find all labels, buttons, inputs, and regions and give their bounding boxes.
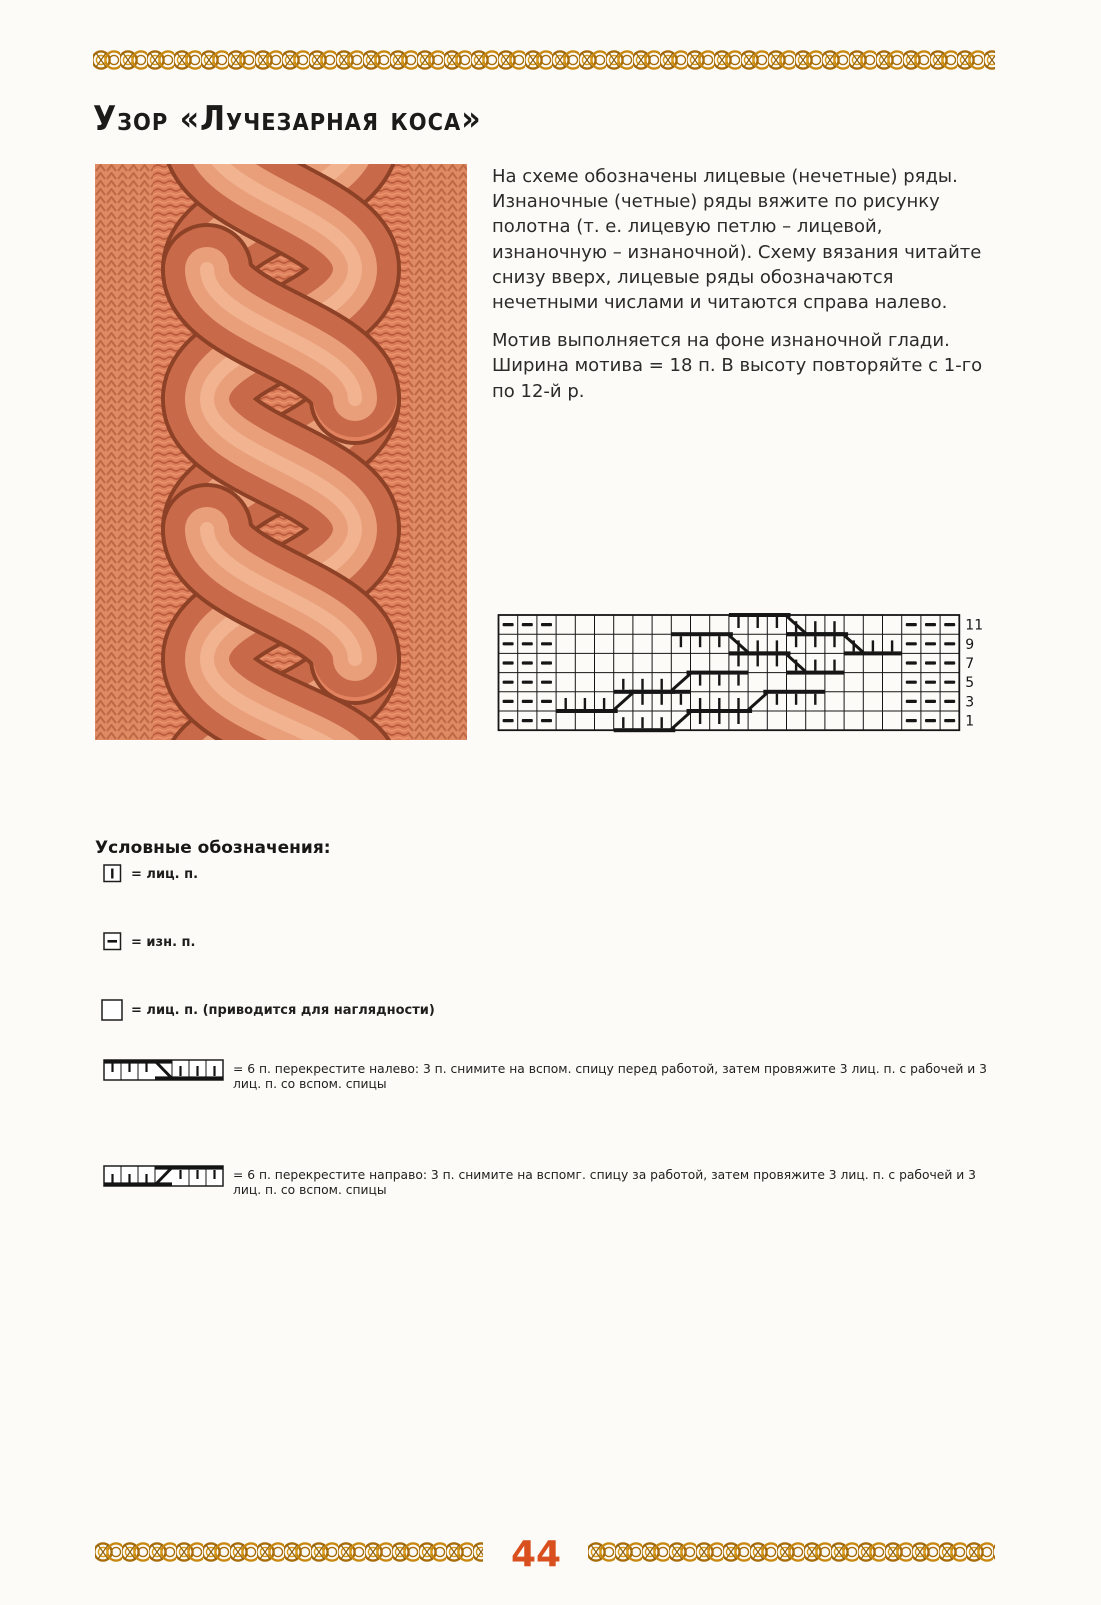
legend-label-purl: = изн. п. (131, 935, 196, 950)
intro-paragraph-1: На схеме обозначены лицевые (нечетные) ряды. Изнаночные (четные) ряды вяжите по рисунку полотна (т. е. лицевую петлю – лицевой, изнаночную – изнаночной). Схему вязания читайте снизу вверх, лицевые ряды обозначаются нечетными числами и читаются справа налево. (492, 166, 982, 313)
legend-label-cable-right: = 6 п. перекрестите направо: 3 п. снимите на вспомг. спицу за работой, затем провяжите 3 лиц. п. с рабочей и 3 лиц. п. со вспом. спицы (233, 1168, 976, 1198)
empty-cell-symbol (101, 999, 124, 1026)
ornament-border-bottom-right (588, 1539, 995, 1567)
legend-heading: Условные обозначения: (95, 838, 331, 858)
page-number: 44 (510, 1534, 562, 1575)
purl-stitch-symbol (103, 932, 122, 955)
knitting-chart (497, 608, 993, 744)
knit-stitch-symbol (103, 864, 122, 887)
knitting-chart-grid (497, 608, 993, 740)
braid-illustration (95, 164, 467, 740)
cable-left-symbol (103, 1059, 226, 1086)
svg-text:1: 1 (965, 713, 975, 730)
svg-text:11: 11 (965, 617, 984, 634)
page-title: Узор «Лучезарная коса» (93, 100, 482, 140)
ornament-border-bottom-left (95, 1539, 483, 1567)
intro-text (492, 164, 984, 417)
svg-text:9: 9 (965, 636, 975, 653)
svg-text:7: 7 (965, 656, 975, 672)
legend-label-knit: = лиц. п. (131, 867, 199, 882)
legend-label-empty: = лиц. п. (приводится для наглядности) (131, 1003, 435, 1018)
legend-label-cable-left: = 6 п. перекрестите налево: 3 п. снимите на вспом. спицу перед работой, затем провяжите 3 лиц. п. с рабочей и 3 лиц. п. со вспом. спицы (233, 1062, 987, 1092)
cable-right-symbol (103, 1165, 226, 1192)
intro-paragraph-2: Мотив выполняется на фоне изнаночной глади. Ширина мотива = 18 п. В высоту повторяйте с 1-го по 12-й р. (492, 330, 983, 402)
svg-text:5: 5 (965, 675, 975, 692)
ornament-border-top (93, 47, 995, 75)
svg-text:3: 3 (965, 694, 975, 711)
cable-pattern-photo (95, 164, 467, 740)
